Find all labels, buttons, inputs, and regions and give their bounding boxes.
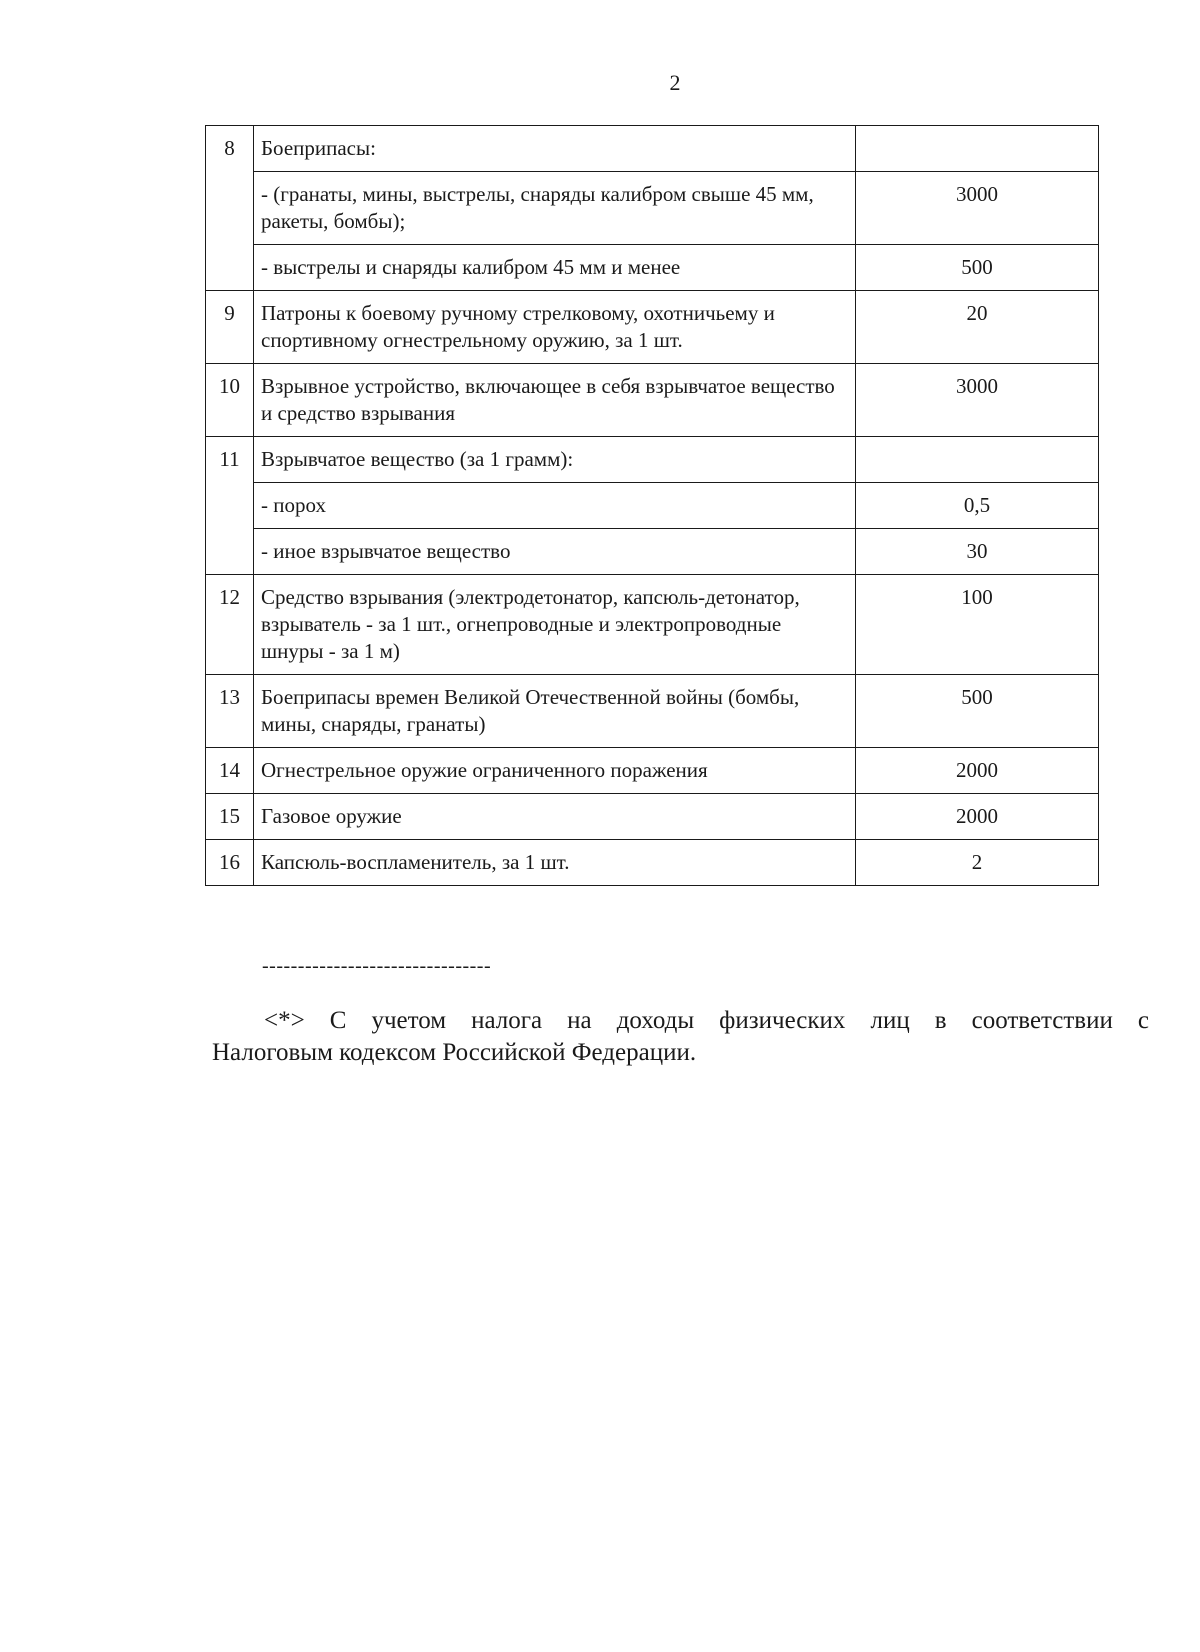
- table-row: [206, 126, 1099, 172]
- row-number: 16: [206, 840, 254, 886]
- table-row: [206, 291, 1099, 364]
- row-number: 10: [206, 364, 254, 437]
- row-item-name: - (гранаты, мины, выстрелы, снаряды калибром свыше 45 мм, ракеты, бомбы);: [254, 172, 856, 245]
- table-row: [206, 529, 1099, 575]
- row-number: 13: [206, 675, 254, 748]
- row-amount: 2000: [856, 794, 1099, 840]
- reward-table-body: [206, 126, 1099, 886]
- row-item-name: Взрывчатое вещество (за 1 грамм):: [254, 437, 856, 483]
- row-item-name: - порох: [254, 483, 856, 529]
- footnote-separator: --------------------------------: [262, 955, 492, 977]
- table-row: [206, 675, 1099, 748]
- table-row: [206, 794, 1099, 840]
- row-amount: 3000: [856, 364, 1099, 437]
- row-number: [206, 245, 254, 291]
- table-row: [206, 172, 1099, 245]
- row-number: 12: [206, 575, 254, 675]
- row-item-name: Капсюль-воспламенитель, за 1 шт.: [254, 840, 856, 886]
- table-row: [206, 437, 1099, 483]
- row-amount: 20: [856, 291, 1099, 364]
- table-row: [206, 483, 1099, 529]
- row-item-name: - выстрелы и снаряды калибром 45 мм и менее: [254, 245, 856, 291]
- footnote-line-2: Налоговым кодексом Российской Федерации.: [212, 1039, 697, 1066]
- row-amount: 2000: [856, 748, 1099, 794]
- row-number: 9: [206, 291, 254, 364]
- row-amount: 0,5: [856, 483, 1099, 529]
- table-row: [206, 575, 1099, 675]
- row-item-name: Огнестрельное оружие ограниченного поражения: [254, 748, 856, 794]
- table-row: [206, 364, 1099, 437]
- row-item-name: Боеприпасы:: [254, 126, 856, 172]
- table-row: [206, 748, 1099, 794]
- row-item-name: Боеприпасы времен Великой Отечественной войны (бомбы, мины, снаряды, гранаты): [254, 675, 856, 748]
- row-number: [206, 172, 254, 245]
- row-item-name: Патроны к боевому ручному стрелковому, охотничьему и спортивному огнестрельному оружию, за 1 шт.: [254, 291, 856, 364]
- table-row: [206, 840, 1099, 886]
- row-amount: [856, 126, 1099, 172]
- row-number: 11: [206, 437, 254, 483]
- reward-table: [205, 125, 1099, 886]
- row-amount: 2: [856, 840, 1099, 886]
- row-amount: 3000: [856, 172, 1099, 245]
- row-amount: [856, 437, 1099, 483]
- row-number: 8: [206, 126, 254, 172]
- row-number: [206, 483, 254, 529]
- row-amount: 500: [856, 245, 1099, 291]
- row-number: 14: [206, 748, 254, 794]
- row-amount: 100: [856, 575, 1099, 675]
- footnote: [212, 1005, 1149, 1069]
- table-row: [206, 245, 1099, 291]
- row-amount: 30: [856, 529, 1099, 575]
- row-item-name: - иное взрывчатое вещество: [254, 529, 856, 575]
- row-number: 15: [206, 794, 254, 840]
- footnote-line-1: <*> С учетом налога на доходы физических лиц в соответствии с: [264, 1007, 1149, 1034]
- row-item-name: Средство взрывания (электродетонатор, капсюль-детонатор, взрыватель - за 1 шт., огнепроводные и электропроводные шнуры - за 1 м): [254, 575, 856, 675]
- row-item-name: Взрывное устройство, включающее в себя взрывчатое вещество и средство взрывания: [254, 364, 856, 437]
- row-number: [206, 529, 254, 575]
- page-number: 2: [669, 70, 681, 95]
- row-item-name: Газовое оружие: [254, 794, 856, 840]
- reward-table-container: [205, 125, 1098, 886]
- row-amount: 500: [856, 675, 1099, 748]
